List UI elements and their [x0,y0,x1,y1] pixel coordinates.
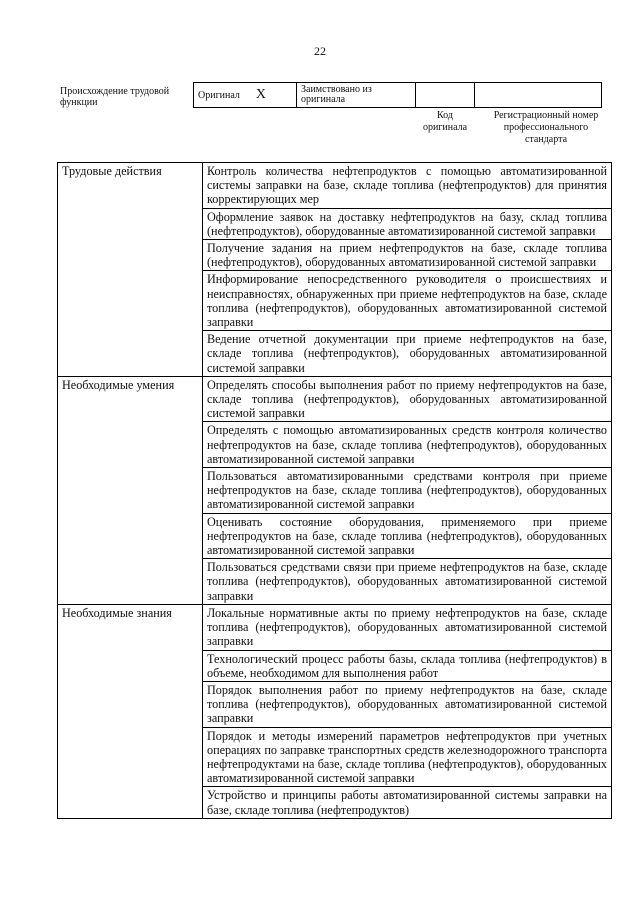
table-row [58,604,612,650]
reg-caption: Регистрационный номер профессионального стандарта [493,110,599,145]
table-cell: Порядок и методы измерений параметров нефтепродуктов при учетных операциях по заправке транспортных средств железнодорожного транспорта нефтепродуктами на базе, складе топлива (нефтепродуктов), оборудованных автоматизированной системой заправки [203,727,612,787]
table-cell: Определять способы выполнения работ по приему нефтепродуктов на базе, складе топлива (нефтепродуктов), оборудованных автоматизированной системой заправки [203,376,612,422]
origin-label: Происхождение трудовой функции [60,86,170,108]
table-row [58,376,612,422]
page-number: 22 [314,44,326,58]
functions-table [57,162,612,819]
reg-number-cell [475,83,602,108]
original-mark: X [255,86,267,102]
table-cell: Ведение отчетной документации при приеме нефтепродуктов на базе, складе топлива (нефтепродуктов), оборудованных автоматизированной системой заправки [203,331,612,377]
table-cell: Информирование непосредственного руководителя о происшествиях и неисправностях, обнаруженных при приеме нефтепродуктов на базе, складе топлива (нефтепродуктов), оборудованных автоматизированной системой заправки [203,271,612,331]
table-cell: Порядок выполнения работ по приему нефтепродуктов на базе, складе топлива (нефтепродуктов), оборудованных автоматизированной системой заправки [203,681,612,727]
table-cell: Пользоваться средствами связи при приеме нефтепродуктов на базе, складе топлива (нефтепродуктов), оборудованных автоматизированной системой заправки [203,559,612,605]
table-row [58,163,612,209]
origin-table [193,82,602,108]
borrowed-cell: Заимствовано из оригинала [297,83,416,108]
table-cell: Пользоваться автоматизированными средствами контроля при приеме нефтепродуктов на базе, складе топлива (нефтепродуктов), оборудованных автоматизированной системой заправки [203,468,612,514]
original-label: Оригинал [198,89,240,101]
table-cell: Оценивать состояние оборудования, применяемого при приеме нефтепродуктов на базе, складе топлива (нефтепродуктов), оборудованных автоматизированной системой заправки [203,513,612,559]
section-title: Необходимые знания [58,604,203,818]
table-cell: Получение задания на прием нефтепродуктов на базе, складе топлива (нефтепродуктов), оборудованных автоматизированной системой заправки [203,240,612,271]
table-cell: Контроль количества нефтепродуктов с помощью автоматизированной системы заправки на базе, складе топлива (нефтепродуктов) для принятия корректирующих мер [203,163,612,209]
table-cell: Определять с помощью автоматизированных средств контроля количество нефтепродуктов на базе, складе топлива (нефтепродуктов), оборудованных автоматизированной системой заправки [203,422,612,468]
table-cell: Технологический процесс работы базы, склада топлива (нефтепродуктов) в объеме, необходимом для выполнения работ [203,650,612,681]
section-title: Трудовые действия [58,163,203,377]
section-title: Необходимые умения [58,376,203,604]
table-cell: Локальные нормативные акты по приему нефтепродуктов на базе, складе топлива (нефтепродуктов), оборудованных автоматизированной системой заправки [203,604,612,650]
table-cell: Оформление заявок на доставку нефтепродуктов на базу, склад топлива (нефтепродуктов), оборудованные автоматизированной системой заправки [203,208,612,239]
original-cell [194,83,297,108]
code-cell [416,83,475,108]
table-cell: Устройство и принципы работы автоматизированной системы заправки на базе, складе топлива (нефтепродуктов) [203,787,612,818]
code-caption: Код оригинала [422,110,468,133]
